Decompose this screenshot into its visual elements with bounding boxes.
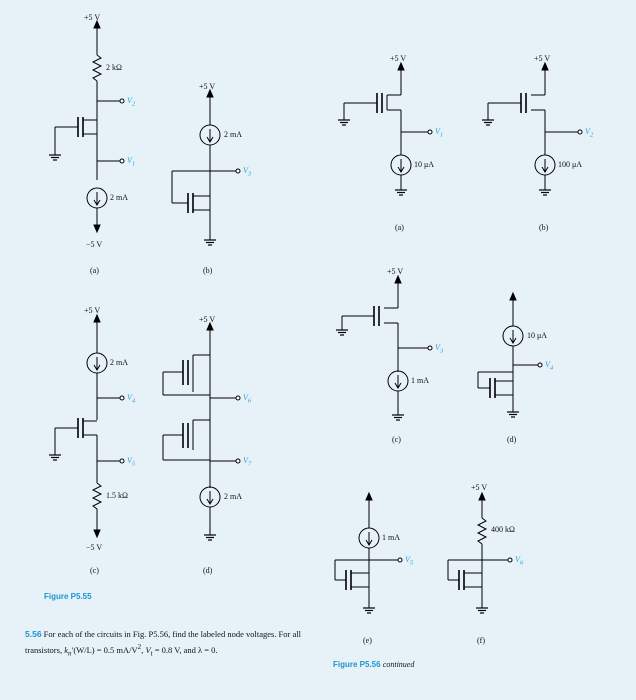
resistor-2k xyxy=(93,55,101,81)
circuit-p556-f xyxy=(448,493,512,613)
p555b-label: (b) xyxy=(203,266,213,275)
p556a-supply-top: +5 V xyxy=(390,54,407,63)
p555c-supply-top: +5 V xyxy=(84,306,101,315)
p555a-supply-bottom: −5 V xyxy=(86,240,103,249)
p555c-label: (c) xyxy=(90,566,99,575)
p556b-node-v2: $V_2$ xyxy=(585,127,594,139)
p556b-label: (b) xyxy=(539,223,549,232)
p555b-current-label: 2 mA xyxy=(224,130,242,139)
p555d-supply-top: +5 V xyxy=(199,315,216,324)
p555b-supply-top: +5 V xyxy=(199,82,216,91)
p556a-node-v1: $V_1$ xyxy=(435,127,444,139)
p555a-node-v1: $V_1$ xyxy=(127,156,136,168)
p556c-node-v3: $V_3$ xyxy=(435,343,444,355)
p555d-current-label: 2 mA xyxy=(224,492,242,501)
circuit-p556-d xyxy=(478,293,542,417)
resistor-1-5k xyxy=(93,483,101,509)
p556f-node-v6: $V_6$ xyxy=(515,555,524,567)
p556c-current-label: 1 mA xyxy=(411,376,429,385)
problem-5-56-text: 5.56 For each of the circuits in Fig. P5.56, find the labeled node voltages. For all transistors, $k_n'(W/L) = 0.5$ $mA/V^2$, $V_t = 0.8$ V, and λ = 0. xyxy=(25,629,301,658)
p555a-label: (a) xyxy=(90,266,99,275)
p556d-node-v4: $V_4$ xyxy=(545,360,554,372)
p556e-label: (e) xyxy=(363,636,372,645)
p556e-node-v5: $V_5$ xyxy=(405,555,414,567)
p555a-resistor-label: 2 kΩ xyxy=(106,63,122,72)
circuit-p555-d xyxy=(163,323,240,540)
p555c-current-label: 2 mA xyxy=(110,358,128,367)
p556a-current-label: 10 μA xyxy=(414,160,435,169)
p556e-current-label: 1 mA xyxy=(382,533,400,542)
p556d-current-label: 10 μA xyxy=(527,331,548,340)
p556b-current-label: 100 μA xyxy=(558,160,583,169)
p556b-supply-top: +5 V xyxy=(534,54,551,63)
p555c-node-v5: $V_5$ xyxy=(127,456,136,468)
p555c-resistor-label: 1.5 kΩ xyxy=(106,491,128,500)
p556f-supply-top: +5 V xyxy=(471,483,488,492)
p555b-node-v3: $V_3$ xyxy=(243,166,252,178)
p555d-node-v6: $V_6$ xyxy=(243,393,252,405)
circuit-p556-b xyxy=(482,63,582,195)
p555d-node-v7: $V_7$ xyxy=(243,456,252,468)
p555a-supply-top: +5 V xyxy=(84,13,101,22)
p555c-node-v4: $V_4$ xyxy=(127,393,136,405)
circuit-p555-c xyxy=(49,315,124,537)
p556f-label: (f) xyxy=(477,636,485,645)
p556c-supply-top: +5 V xyxy=(387,267,404,276)
p555a-node-v2: $V_2$ xyxy=(127,96,136,108)
circuit-p555-b xyxy=(172,90,240,245)
p556d-label: (d) xyxy=(507,435,517,444)
p556f-resistor-label: 400 kΩ xyxy=(491,525,515,534)
p555c-supply-bottom: −5 V xyxy=(86,543,103,552)
circuit-p556-e xyxy=(335,493,402,613)
circuit-p556-c xyxy=(336,276,432,420)
resistor-400k xyxy=(478,518,486,544)
figure-p555-caption: Figure P5.55 xyxy=(44,592,92,601)
p556c-label: (c) xyxy=(392,435,401,444)
circuit-p556-a xyxy=(338,63,435,195)
problem-number: 5.56 xyxy=(25,629,42,639)
figure-p556-caption: Figure P5.56 continued xyxy=(333,660,415,669)
p555d-label: (d) xyxy=(203,566,213,575)
p555a-current-label: 2 mA xyxy=(110,193,128,202)
p556a-label: (a) xyxy=(395,223,404,232)
